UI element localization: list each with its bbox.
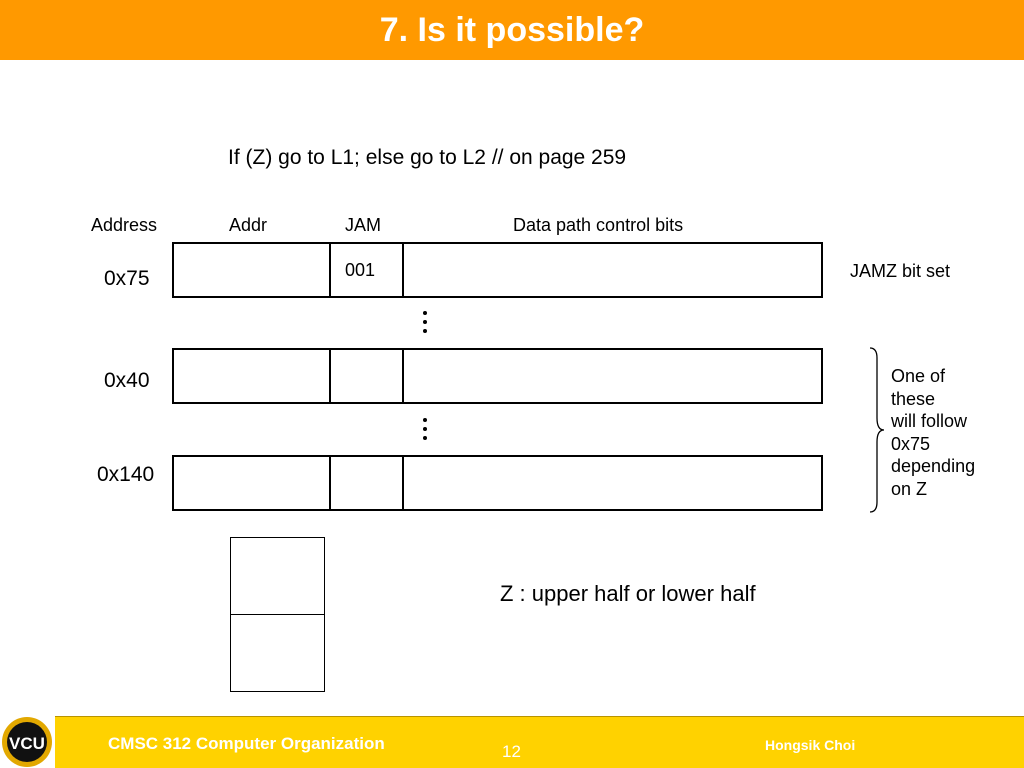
- addr-field: [174, 457, 331, 509]
- follow-note-line: 0x75: [891, 433, 931, 454]
- header-address: Address: [91, 215, 158, 235]
- course-name: CMSC 312 Computer Organization: [108, 734, 385, 753]
- follow-note: [891, 365, 975, 500]
- header-addr: Addr: [229, 215, 268, 235]
- address-label-0x75: 0x75: [104, 267, 150, 290]
- microinstruction-row-0x75: [172, 242, 823, 298]
- jam-value: 001: [345, 260, 376, 280]
- follow-note-line: One of: [891, 366, 946, 386]
- address-label-0x140: 0x140: [97, 463, 155, 486]
- upper-half-box: [230, 537, 325, 615]
- z-note: Z : upper half or lower half: [500, 581, 756, 606]
- addr-field: [174, 350, 331, 402]
- svg-text:VCU: VCU: [9, 734, 45, 753]
- vertical-ellipsis-icon: [420, 418, 430, 445]
- lower-half-box: [230, 614, 325, 692]
- author-name: Hongsik Choi: [765, 737, 856, 753]
- address-label-0x40: 0x40: [104, 369, 150, 392]
- slide-title: 7. Is it possible?: [379, 11, 645, 49]
- vertical-ellipsis-icon: [420, 311, 430, 338]
- vcu-logo: [0, 716, 55, 768]
- jam-field: [329, 350, 404, 402]
- follow-note-line: these: [891, 388, 936, 409]
- follow-note-line: depending: [891, 456, 976, 476]
- follow-note-line: will follow: [891, 411, 968, 431]
- follow-note-line: on Z: [891, 478, 928, 499]
- header-jam: JAM: [345, 215, 381, 235]
- microinstruction-row-0x40: [172, 348, 823, 404]
- microinstruction-row-0x140: [172, 455, 823, 511]
- jam-field: [329, 457, 404, 509]
- curly-brace-icon: [866, 346, 886, 514]
- header-data-path: Data path control bits: [513, 215, 684, 235]
- addr-field: [174, 244, 331, 296]
- condition-text: If (Z) go to L1; else go to L2 // on page 259: [228, 146, 627, 169]
- page-number: 12: [502, 742, 521, 761]
- jamz-note: JAMZ bit set: [850, 261, 951, 281]
